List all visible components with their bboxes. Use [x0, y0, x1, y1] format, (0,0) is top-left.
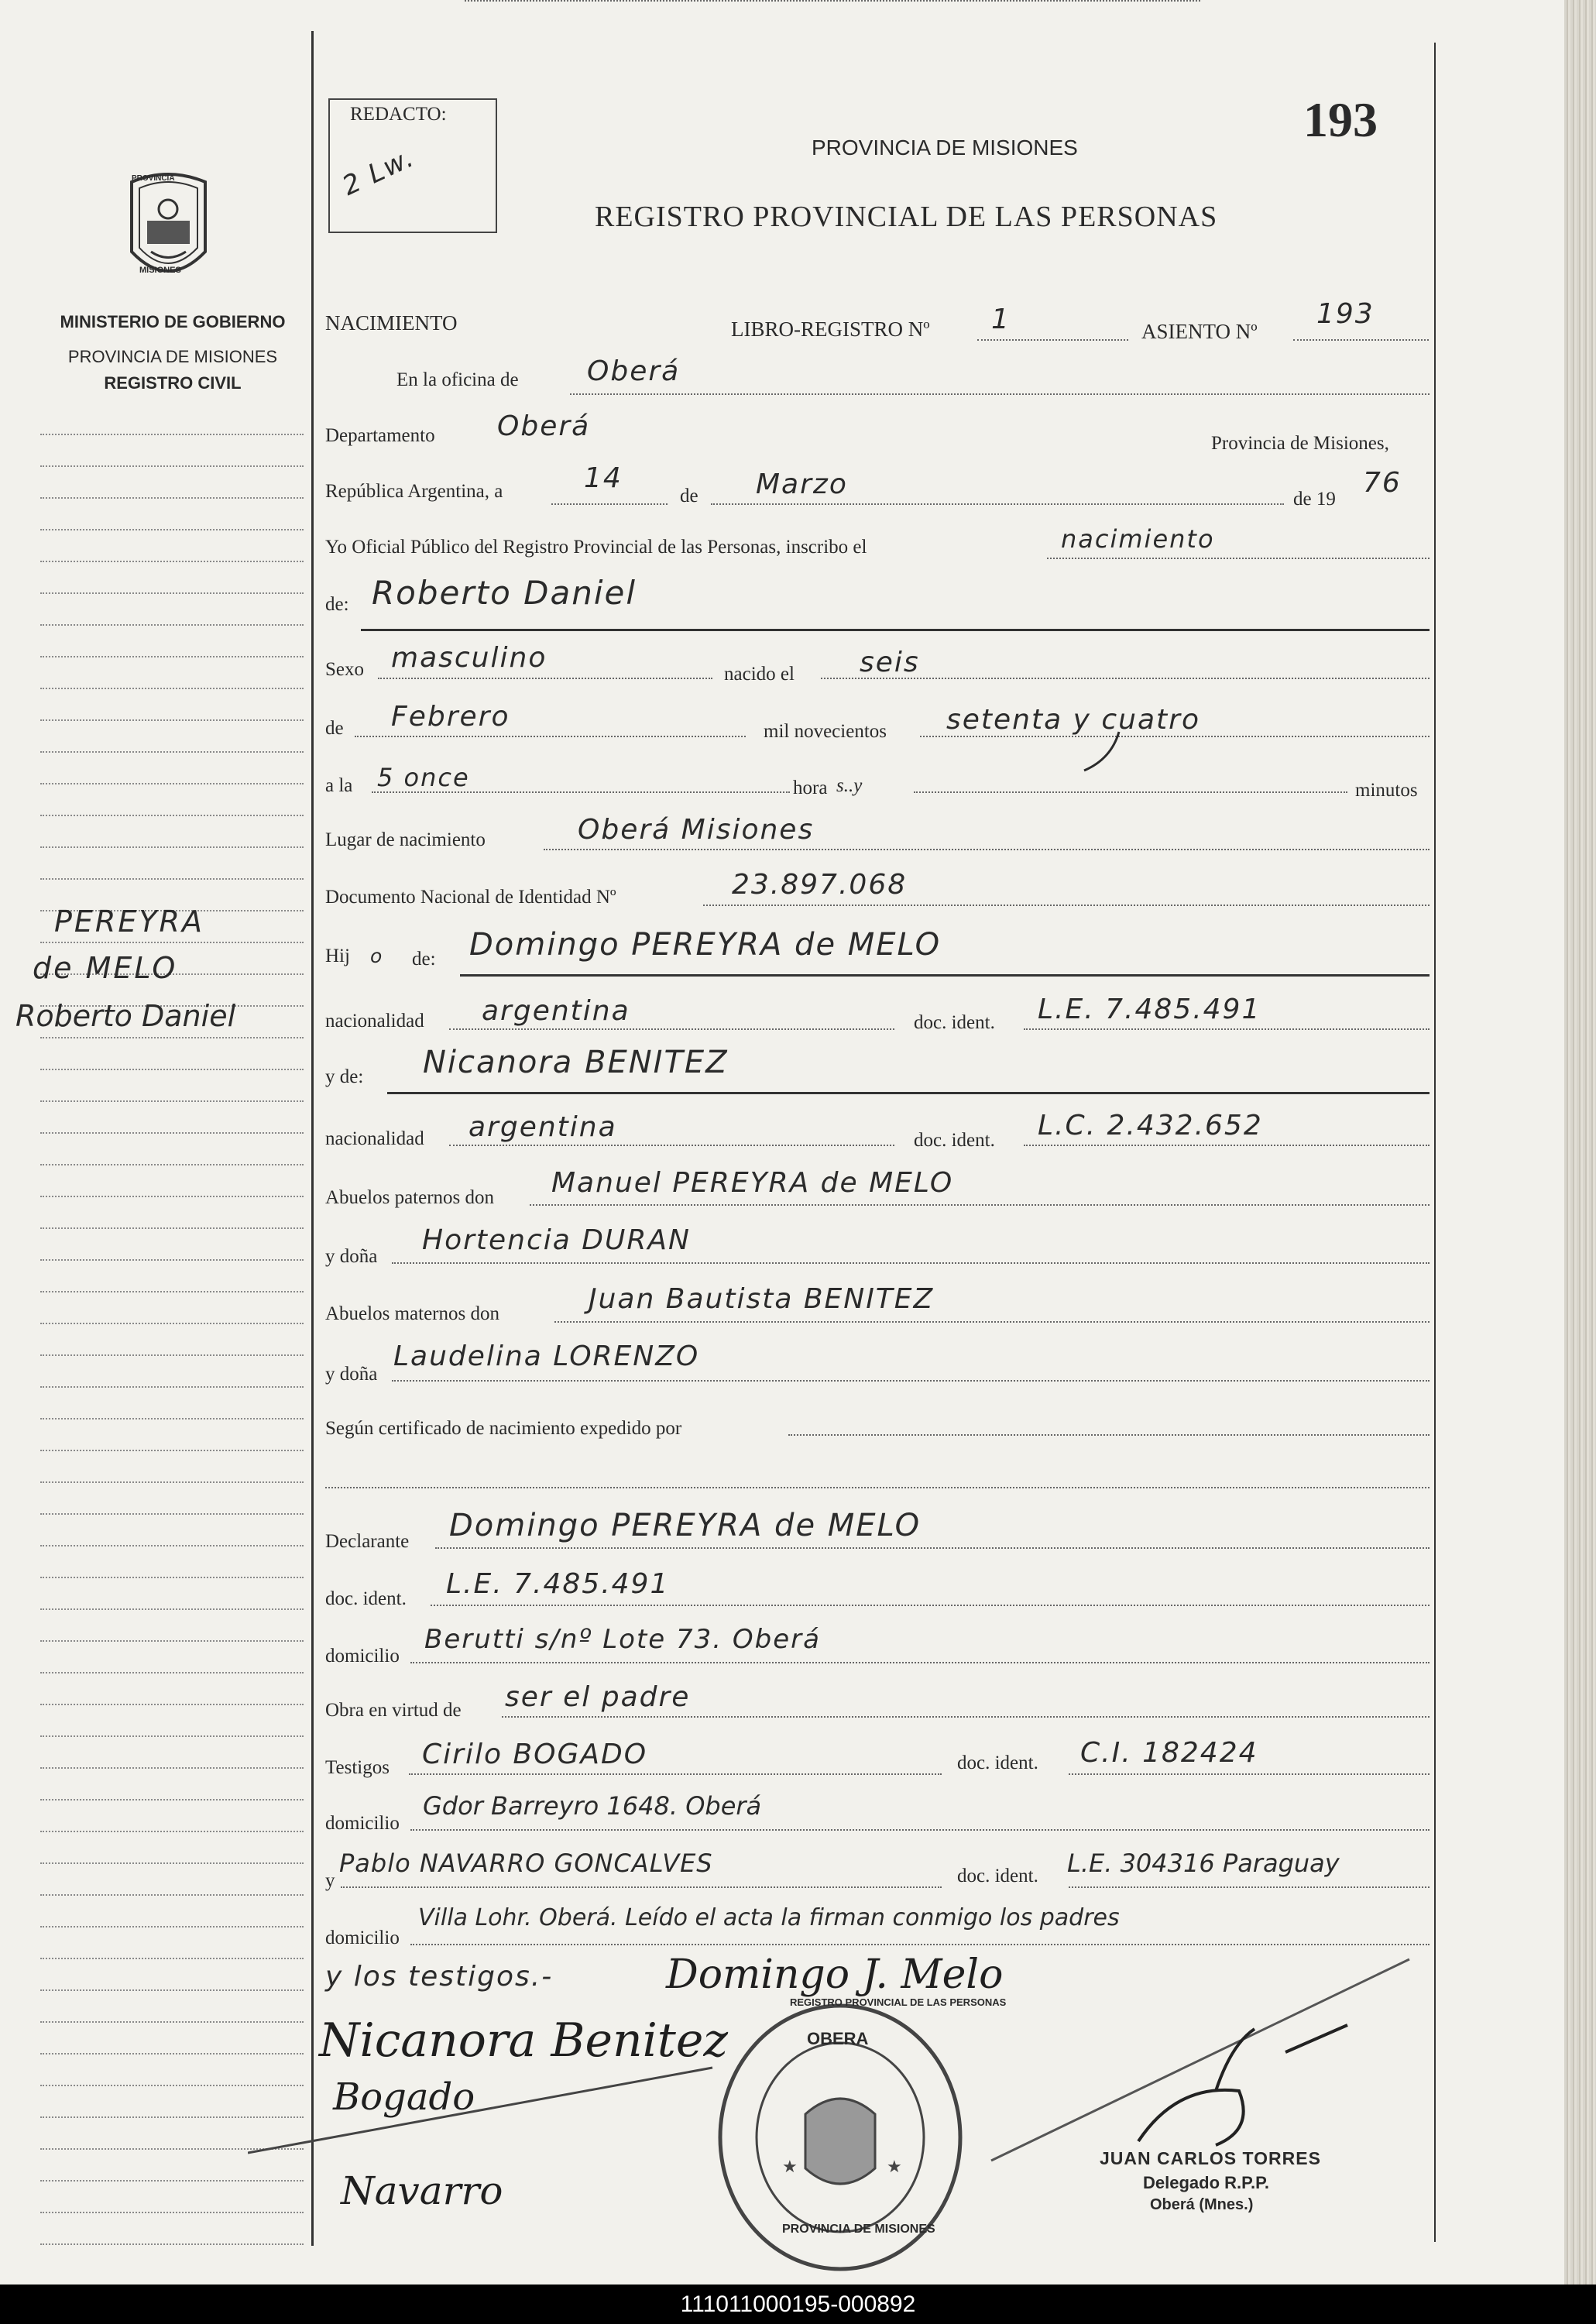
- declarante-value: Domingo PEREYRA de MELO: [449, 1508, 922, 1543]
- svg-text:★: ★: [887, 2157, 902, 2176]
- segun-label: Según certificado de nacimiento expedido por: [325, 1418, 682, 1439]
- padre-doc-line: [1024, 1028, 1430, 1030]
- declarante-line: [435, 1547, 1430, 1549]
- margin-ruled-line: [40, 1069, 304, 1070]
- nacimiento-label: NACIMIENTO: [325, 311, 458, 335]
- asiento-value: 193: [1316, 298, 1375, 330]
- margin-ruled-line: [40, 846, 304, 848]
- madre-nac-value: argentina: [469, 1111, 617, 1143]
- margin-ruled-line: [40, 1386, 304, 1388]
- madre-doc-value: L.C. 2.432.652: [1038, 1110, 1263, 1141]
- testigo1-doc-line: [1069, 1773, 1430, 1775]
- redacto-value: 2 Lw.: [338, 142, 420, 202]
- svg-text:★: ★: [782, 2157, 798, 2176]
- ministerio-line3: REGISTRO CIVIL: [104, 373, 242, 393]
- cierre-value: y los testigos.-: [325, 1961, 554, 1993]
- libro-value: 1: [991, 304, 1011, 335]
- de-year-label: de 19: [1293, 489, 1336, 510]
- margin-ruled-line: [40, 1640, 304, 1642]
- header-provincia: PROVINCIA DE MISIONES: [812, 136, 1078, 160]
- year-value: 76: [1363, 467, 1402, 499]
- testigo2-dom-line: [410, 1944, 1430, 1945]
- yde-label: y de:: [325, 1066, 364, 1087]
- madre-doc-line: [1024, 1145, 1430, 1146]
- margin-ruled-line: [40, 1545, 304, 1546]
- padre-nac-line: [449, 1028, 894, 1030]
- hora-extra: s..y: [836, 775, 863, 796]
- flourish-stroke: [1080, 728, 1127, 774]
- stamp-city: OBERA: [807, 2029, 869, 2048]
- mil-label: mil novecientos: [764, 721, 887, 742]
- testigo2-value: Pablo NAVARRO GONCALVES: [339, 1849, 713, 1878]
- mes-value: Marzo: [756, 469, 848, 500]
- margin-ruled-line: [40, 529, 304, 530]
- margin-ruled-line: [40, 1100, 304, 1102]
- abuela-pat-value: Hortencia DURAN: [422, 1224, 691, 1256]
- domicilio-testigo1-label: domicilio: [325, 1813, 400, 1834]
- header-registro: REGISTRO PROVINCIAL DE LAS PERSONAS: [595, 201, 1218, 233]
- madre-nac-line: [449, 1145, 894, 1146]
- dia-line: [551, 503, 668, 505]
- asiento-label: ASIENTO Nº: [1141, 320, 1258, 343]
- margin-ruled-line: [40, 465, 304, 467]
- testigo1-dom-line: [410, 1829, 1430, 1831]
- testigo1-line: [409, 1773, 942, 1775]
- domicilio-declarante-label: domicilio: [325, 1646, 400, 1667]
- departamento-line: [465, 0, 1200, 2]
- mes-nac-line: [355, 736, 746, 737]
- margin-ruled-line: [40, 878, 304, 880]
- doc-ident-testigo2-label: doc. ident.: [957, 1866, 1038, 1886]
- stamp-center-text: PROVINCIA DE MISIONES: [782, 2223, 935, 2236]
- testigo1-value: Cirilo BOGADO: [422, 1739, 648, 1770]
- oficina-line: [570, 393, 1430, 395]
- testigo1-dom-value: Gdor Barreyro 1648. Oberá: [423, 1791, 762, 1821]
- libro-line: [977, 339, 1128, 341]
- margin-ruled-line: [40, 1704, 304, 1705]
- dia-value: 14: [584, 462, 623, 494]
- abuelo-pat-line: [530, 1204, 1430, 1206]
- margin-ruled-line: [40, 561, 304, 562]
- de2-label: de: [325, 718, 344, 739]
- domicilio-testigo2-label: domicilio: [325, 1928, 400, 1948]
- signature-mother: Nicanora Benitez: [319, 2013, 729, 2068]
- sexo-label: Sexo: [325, 659, 364, 680]
- doc-ident-label: doc. ident.: [914, 1012, 995, 1033]
- margin-surname: PEREYRA: [54, 905, 204, 939]
- margin-ruled-line: [40, 1862, 304, 1864]
- margin-surname-2: de MELO: [33, 951, 178, 985]
- official-place: Oberá (Mnes.): [1150, 2196, 1254, 2213]
- de-nombre-label: de:: [325, 594, 349, 615]
- abuelos-mat-label: Abuelos maternos don: [325, 1303, 499, 1324]
- oficina-label: En la oficina de: [396, 369, 519, 390]
- lugar-label: Lugar de nacimiento: [325, 829, 486, 850]
- margin-ruled-line: [40, 656, 304, 657]
- padre-doc-value: L.E. 7.485.491: [1038, 994, 1261, 1025]
- redacto-label: REDACTO:: [350, 104, 447, 125]
- book-page-edges: [1564, 0, 1596, 2285]
- hora-label: hora: [793, 778, 828, 798]
- margin-ruled-line: [40, 942, 304, 943]
- asiento-line: [1293, 339, 1429, 341]
- margin-ruled-line: [40, 497, 304, 499]
- signature-witness-bogado: Bogado: [333, 2075, 475, 2119]
- declarante-dom-line: [410, 1662, 1430, 1663]
- nacionalidad-label: nacionalidad: [325, 1011, 424, 1032]
- margin-ruled-line: [40, 1450, 304, 1451]
- margin-ruled-line: [40, 2212, 304, 2213]
- signature-witness-navarro: Navarro: [341, 2168, 503, 2213]
- margin-given-names: Roberto Daniel: [15, 999, 236, 1033]
- mes-line: [711, 503, 1284, 505]
- obra-line: [502, 1716, 1430, 1718]
- abuelos-pat-label: Abuelos paternos don: [325, 1187, 495, 1208]
- margin-ruled-line: [40, 1608, 304, 1610]
- seal-top-text: PROVINCIA: [132, 174, 175, 183]
- margin-ruled-line: [40, 1926, 304, 1928]
- margin-ruled-line: [40, 592, 304, 594]
- margin-ruled-line: [40, 1323, 304, 1324]
- hijo-label: Hij: [325, 946, 350, 966]
- sexo-value: masculino: [391, 642, 547, 674]
- de-label: de: [680, 486, 698, 506]
- sexo-line: [378, 678, 712, 679]
- declarante-label: Declarante: [325, 1531, 410, 1552]
- margin-ruled-line: [40, 1037, 304, 1038]
- margin-ruled-line: [40, 751, 304, 753]
- abuela-pat-line: [392, 1262, 1430, 1264]
- inscribo-line: [1047, 558, 1430, 559]
- margin-ruled-line: [40, 1894, 304, 1896]
- abuelo-mat-value: Juan Bautista BENITEZ: [589, 1283, 935, 1315]
- nombre-line: [361, 629, 1430, 631]
- testigo2-dom-value: Villa Lohr. Oberá. Leído el acta la firman conmigo los padres: [418, 1904, 1120, 1931]
- minutos-line: [914, 791, 1347, 793]
- margin-ruled-line: [40, 624, 304, 626]
- dni-label: Documento Nacional de Identidad Nº: [325, 887, 616, 908]
- anio-nac-line: [920, 736, 1430, 737]
- margin-ruled-line: [40, 1291, 304, 1292]
- margin-ruled-line: [40, 1577, 304, 1578]
- dni-line: [703, 905, 1430, 906]
- margin-ruled-line: [40, 1513, 304, 1515]
- hijo-suffix: o: [370, 945, 383, 967]
- inscribo-value: nacimiento: [1061, 524, 1215, 554]
- right-border: [1434, 43, 1436, 2242]
- departamento-value: Oberá: [497, 410, 591, 442]
- y-label: y: [325, 1870, 335, 1891]
- stamp-ring-text: REGISTRO PROVINCIAL DE LAS PERSONAS: [790, 1996, 1007, 2008]
- official-name: JUAN CARLOS TORRES: [1100, 2148, 1321, 2168]
- footer-code: 111011000195-000892: [680, 2291, 916, 2317]
- ministerio-line2: PROVINCIA DE MISIONES: [67, 347, 278, 366]
- provincia-label: Provincia de Misiones,: [1211, 433, 1389, 454]
- page-number: 193: [1303, 92, 1378, 147]
- margin-ruled-line: [40, 1132, 304, 1134]
- declarante-dom-value: Berutti s/nº Lote 73. Oberá: [424, 1624, 821, 1655]
- ala-label: a la: [325, 775, 353, 796]
- margin-ruled-line: [40, 1672, 304, 1673]
- margin-ruled-line: [40, 783, 304, 784]
- departamento-label: Departamento: [325, 425, 435, 446]
- margin-ruled-line: [40, 2243, 304, 2245]
- segun-line-2: [325, 1487, 1430, 1488]
- padre-line: [460, 974, 1430, 977]
- margin-ruled-line: [40, 815, 304, 816]
- obra-label: Obra en virtud de: [325, 1700, 462, 1721]
- margin-ruled-line: [40, 688, 304, 689]
- margin-ruled-line: [40, 719, 304, 721]
- madre-line: [387, 1092, 1430, 1094]
- signature-father: Domingo J. Melo: [666, 1952, 1004, 1998]
- hijo-de-label: de:: [412, 949, 436, 970]
- seal-bottom-text: MISIONES: [139, 266, 181, 275]
- margin-ruled-line: [40, 1767, 304, 1769]
- declarante-doc-line: [431, 1605, 1430, 1606]
- doc-ident-madre-label: doc. ident.: [914, 1130, 995, 1151]
- libro-label: LIBRO-REGISTRO Nº: [731, 318, 930, 341]
- testigo1-doc-value: C.I. 182424: [1080, 1737, 1258, 1769]
- doc-ident-testigo1-label: doc. ident.: [957, 1752, 1038, 1773]
- margin-divider: [311, 31, 314, 2246]
- testigo2-doc-value: L.E. 304316 Paraguay: [1067, 1849, 1340, 1878]
- margin-ruled-line: [40, 1481, 304, 1483]
- doc-ident-declarante-label: doc. ident.: [325, 1588, 407, 1609]
- margin-ruled-line: [40, 1799, 304, 1800]
- mes-nac-value: Febrero: [391, 701, 510, 733]
- margin-ruled-line: [40, 1196, 304, 1197]
- madre-value: Nicanora BENITEZ: [423, 1045, 729, 1080]
- testigo2-doc-line: [1069, 1886, 1430, 1888]
- margin-ruled-line: [40, 1831, 304, 1832]
- margin-ruled-line: [40, 1354, 304, 1356]
- ydona-pat-label: y doña: [325, 1246, 378, 1267]
- declarante-doc-value: L.E. 7.485.491: [446, 1568, 670, 1600]
- margin-ruled-line: [40, 434, 304, 435]
- margin-ruled-line: [40, 1227, 304, 1229]
- lugar-line: [544, 849, 1430, 850]
- hora-value: 5 once: [377, 763, 470, 792]
- nacido-label: nacido el: [724, 664, 795, 685]
- dni-value: 23.897.068: [732, 869, 908, 901]
- testigos-label: Testigos: [325, 1757, 390, 1778]
- abuela-mat-value: Laudelina LORENZO: [393, 1341, 700, 1372]
- padre-nac-value: argentina: [482, 995, 630, 1027]
- official-title: Delegado R.P.P.: [1143, 2173, 1270, 2192]
- segun-line: [788, 1434, 1430, 1436]
- obra-value: ser el padre: [505, 1681, 691, 1713]
- yo-oficial-label: Yo Oficial Público del Registro Provincial de las Personas, inscribo el: [325, 537, 867, 558]
- lugar-value: Oberá Misiones: [578, 814, 815, 846]
- margin-ruled-line: [40, 1259, 304, 1261]
- nombre-value: Roberto Daniel: [372, 574, 637, 612]
- abuelo-mat-line: [554, 1321, 1430, 1323]
- ministerio-line1: MINISTERIO DE GOBIERNO: [60, 312, 286, 331]
- testigo2-line: [341, 1886, 942, 1888]
- anio-nac-value: setenta y cuatro: [946, 704, 1200, 736]
- margin-ruled-line: [40, 1164, 304, 1165]
- nacionalidad-madre-label: nacionalidad: [325, 1128, 424, 1149]
- margin-ruled-line: [40, 1735, 304, 1737]
- ydona-mat-label: y doña: [325, 1364, 378, 1385]
- abuela-mat-line: [392, 1380, 1430, 1382]
- nacido-value: seis: [860, 647, 920, 678]
- padre-value: Domingo PEREYRA de MELO: [469, 927, 942, 963]
- abuelo-pat-value: Manuel PEREYRA de MELO: [551, 1167, 954, 1199]
- margin-ruled-line: [40, 1418, 304, 1419]
- oficina-value: Oberá: [587, 355, 681, 387]
- minutos-label: minutos: [1355, 780, 1418, 801]
- republica-label: República Argentina, a: [325, 481, 503, 502]
